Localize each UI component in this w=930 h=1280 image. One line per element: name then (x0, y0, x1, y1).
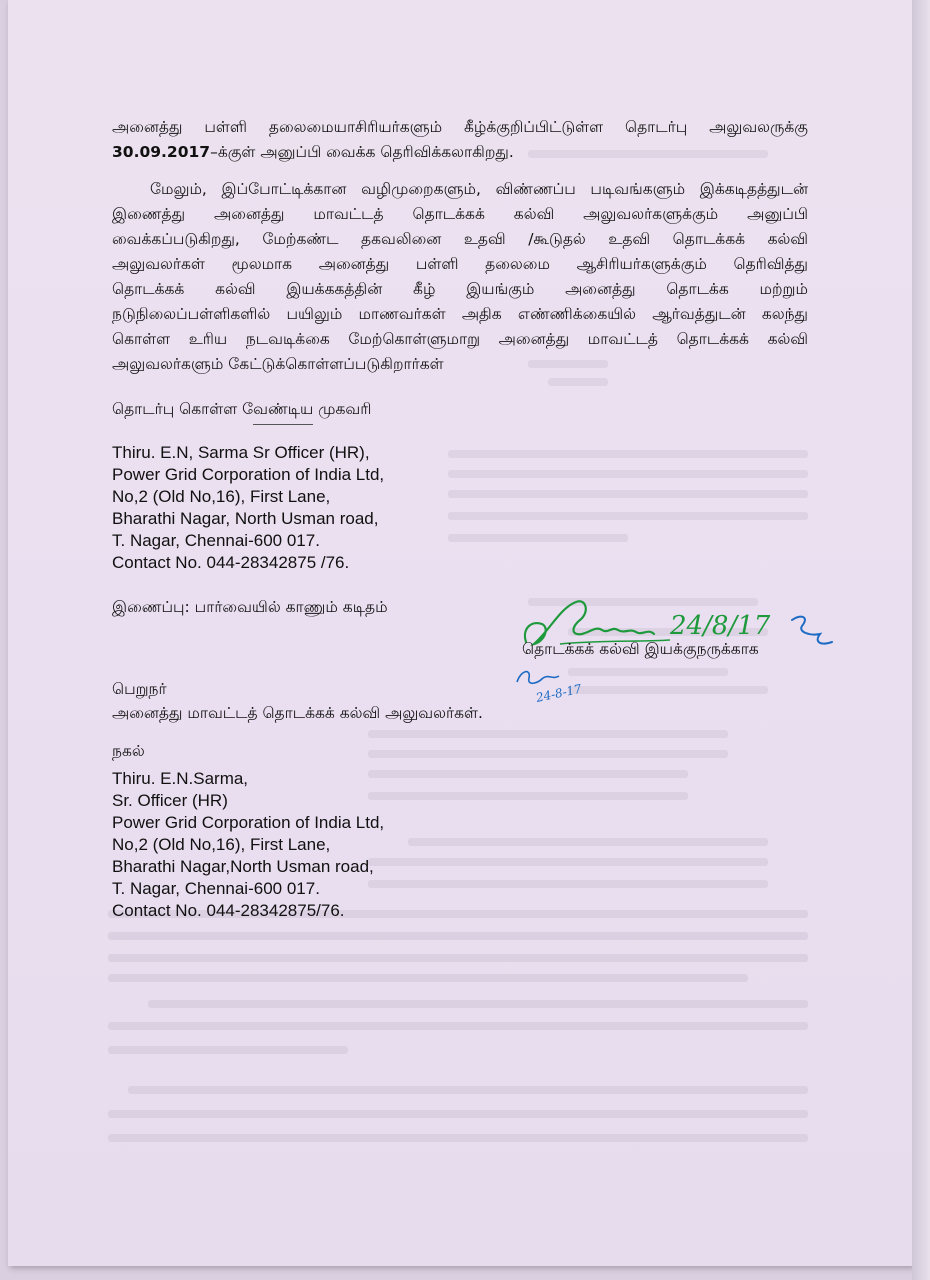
intro-paragraph (112, 115, 808, 165)
recipient-label: பெறுநர் (112, 680, 167, 698)
main-paragraph (112, 177, 808, 377)
signature-date: 24/8/17 (670, 611, 771, 641)
main-line: அலுவலர்களும் கேட்டுக்கொள்ளப்படுகிறார்கள் (112, 355, 444, 373)
main-line: கொள்ள உரிய நடவடிக்கை மேற்கொள்ளுமாறு அனைத்து மாவட்டத் தொடக்கக் கல்வி (112, 330, 808, 348)
intro-line-2-rest: –க்குள் அனுப்பி வைக்க தெரிவிக்கலாகிறது. (210, 143, 514, 161)
scanner-edge (912, 0, 930, 1280)
address-line: Thiru. E.N, Sarma Sr Officer (HR), (112, 443, 370, 462)
copy-address-line: Thiru. E.N.Sarma, (112, 769, 249, 788)
intro-line-1: அனைத்து பள்ளி தலைமையாசிரியர்களும் கீழ்க்குறிப்பிட்டுள்ள தொடர்பு அலுவலருக்கு (112, 118, 808, 136)
copy-address-line: Contact No. 044-28342875/76. (112, 901, 345, 920)
document-page (8, 0, 913, 1266)
copy-address-line: Sr. Officer (HR) (112, 791, 228, 810)
main-line: வைக்கப்படுகிறது, மேற்கண்ட தகவலினை உதவி /கூடுதல் உதவி தொடக்கக் கல்வி (112, 230, 808, 248)
copy-address (112, 768, 384, 922)
copy-address-line: No,2 (Old No,16), First Lane, (112, 835, 331, 854)
copy-address-line: T. Nagar, Chennai-600 017. (112, 879, 320, 898)
address-line: Power Grid Corporation of India Ltd, (112, 465, 385, 484)
heading-rule (253, 424, 313, 425)
copy-address-line: Power Grid Corporation of India Ltd, (112, 813, 385, 832)
signatory-designation: தொடக்கக் கல்வி இயக்குநருக்காக (522, 640, 759, 658)
recipient: அனைத்து மாவட்டத் தொடக்கக் கல்வி அலுவலர்கள். (112, 704, 483, 722)
contact-address (112, 442, 384, 574)
copy-address-line: Bharathi Nagar,North Usman road, (112, 857, 374, 876)
address-line: Contact No. 044-28342875 /76. (112, 553, 350, 572)
deadline-date: 30.09.2017 (112, 143, 211, 161)
address-line: No,2 (Old No,16), First Lane, (112, 487, 331, 506)
copy-label: நகல் (112, 742, 145, 760)
main-line: அலுவலர்கள் மூலமாக அனைத்து பள்ளி தலைமை ஆசிரியர்களுக்கும் தெரிவித்து (112, 255, 808, 273)
main-line: நடுநிலைப்பள்ளிகளில் பயிலும் மாணவர்கள் அதிக எண்ணிக்கையில் ஆர்வத்துடன் கலந்து (112, 305, 808, 323)
main-line: மேலும், இப்போட்டிக்கான வழிமுறைகளும், விண்ணப்ப படிவங்களும் இக்கடிதத்துடன் (150, 180, 808, 198)
contact-heading: தொடர்பு கொள்ள வேண்டிய முகவரி (112, 400, 372, 418)
intro-line-2 (112, 140, 808, 165)
main-line: இணைத்து அனைத்து மாவட்டத் தொடக்கக் கல்வி அலுவலர்களுக்கும் அனுப்பி (112, 205, 808, 223)
address-line: Bharathi Nagar, North Usman road, (112, 509, 379, 528)
address-line: T. Nagar, Chennai-600 017. (112, 531, 320, 550)
initials-date: 24-8-17 (534, 681, 583, 705)
main-line: தொடக்கக் கல்வி இயக்ககத்தின் கீழ் இயங்கும் அனைத்து தொடக்க மற்றும் (112, 280, 808, 298)
initials-handwriting (513, 660, 593, 710)
enclosure-note: இணைப்பு: பார்வையில் காணும் கடிதம் (112, 598, 388, 616)
